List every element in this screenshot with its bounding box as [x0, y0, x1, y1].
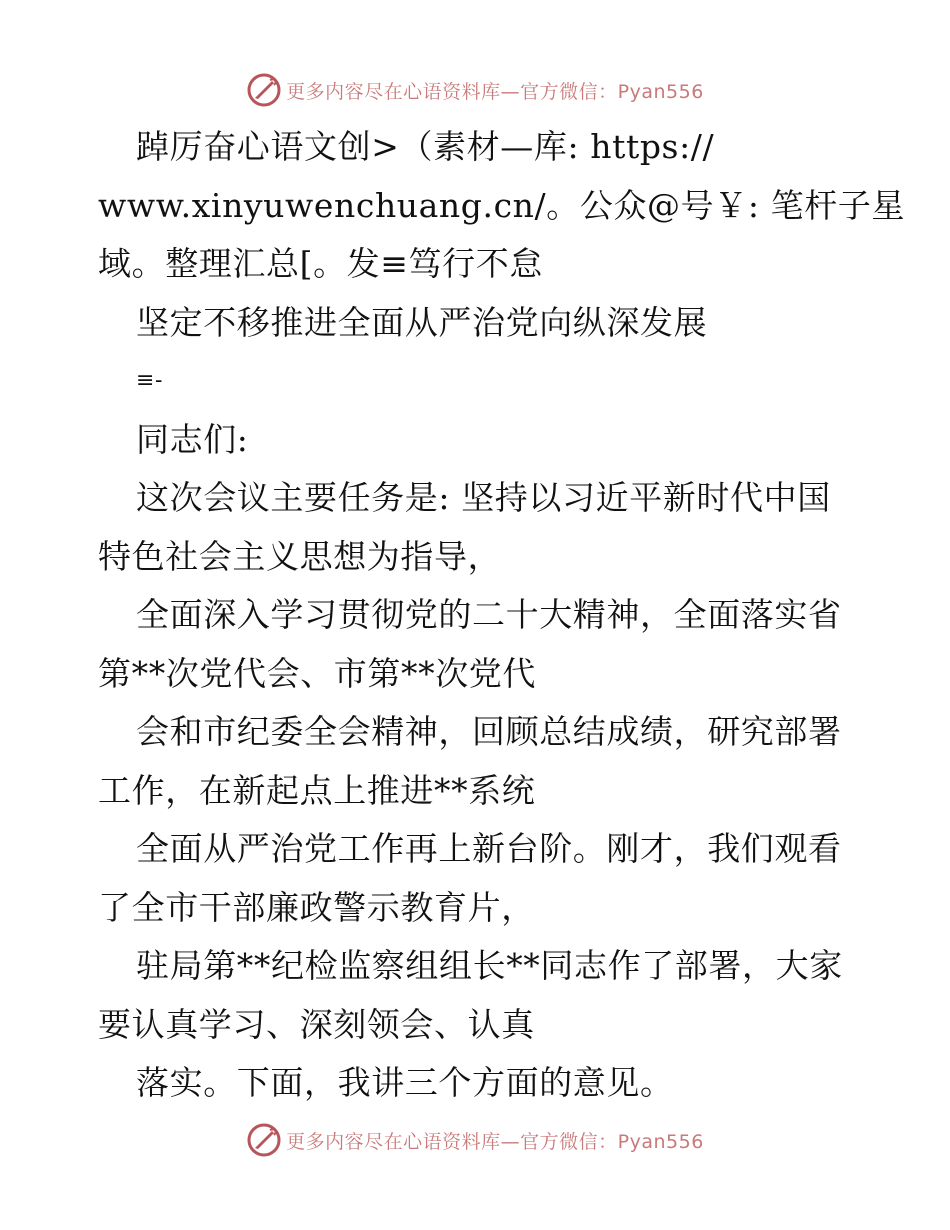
body-line-9: 全面深入学习贯彻党的二十大精神，全面落实省	[136, 595, 842, 634]
section-mark: ≡-	[136, 368, 164, 393]
body-line-2: www.xinyuwenchuang.cn/。公众@号￥: 笔杆子星	[98, 185, 906, 225]
document-title: 坚定不移推进全面从严治党向纵深发展	[136, 302, 708, 342]
document-body	[98, 118, 906, 1113]
header-banner-text: 更多内容尽在心语资料库—官方微信：Pyan556	[286, 80, 704, 103]
body-line-16: 要认真学习、深刻领会、认真	[98, 1004, 535, 1044]
body-line-8: 特色社会主义思想为指导，	[98, 536, 502, 576]
body-line-13: 全面从严治党工作再上新台阶。刚才，我们观看	[136, 829, 842, 868]
quill-logo-icon	[246, 1122, 282, 1158]
body-line-3: 域。整理汇总[。发≡笃行不怠	[98, 244, 543, 283]
salutation: 同志们:	[136, 419, 249, 459]
body-line-11: 会和市纪委全会精神，回顾总结成绩，研究部署	[136, 712, 842, 751]
footer-banner-text: 更多内容尽在心语资料库—官方微信：Pyan556	[286, 1130, 704, 1153]
body-line-7: 这次会议主要任务是: 坚持以习近平新时代中国	[136, 478, 831, 517]
body-line-1: 踔厉奋心语文创>（素材—库: https://	[136, 127, 715, 166]
body-line-14: 了全市干部廉政警示教育片，	[98, 887, 535, 927]
body-line-17: 落实。下面，我讲三个方面的意见。	[136, 1063, 674, 1102]
footer-watermark-banner	[0, 1120, 950, 1160]
body-line-10: 第**次党代会、市第**次党代	[98, 653, 536, 693]
header-watermark-banner	[0, 70, 950, 110]
quill-logo-icon	[246, 72, 282, 108]
body-line-15: 驻局第**纪检监察组组长**同志作了部署，大家	[136, 946, 843, 985]
body-line-12: 工作，在新起点上推进**系统	[98, 770, 536, 810]
